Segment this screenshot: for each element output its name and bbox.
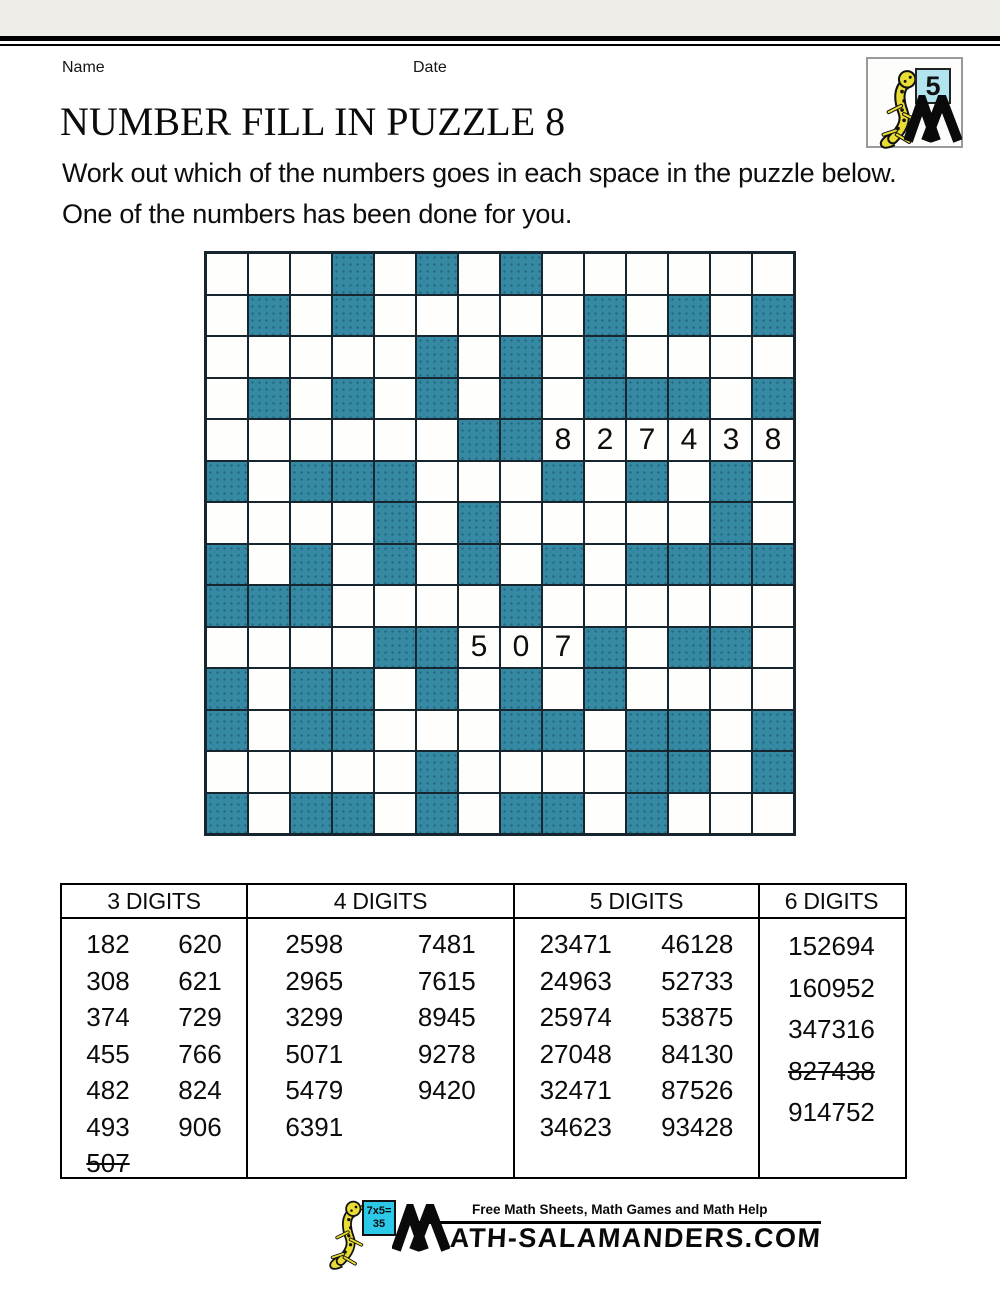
- grid-cell-blocked: [206, 544, 248, 586]
- grid-cell-blocked: [752, 378, 794, 420]
- number-sublist: [248, 926, 381, 1177]
- grid-cell-empty[interactable]: [542, 585, 584, 627]
- grid-cell-empty[interactable]: [374, 710, 416, 752]
- grid-cell-blocked: [332, 793, 374, 835]
- grid-cell-empty[interactable]: [248, 336, 290, 378]
- grid-cell-blocked: [206, 585, 248, 627]
- grid-cell-empty[interactable]: [542, 378, 584, 420]
- grid-cell-empty[interactable]: [584, 502, 626, 544]
- grid-cell-empty[interactable]: [584, 544, 626, 586]
- number-value: 52733: [661, 965, 734, 996]
- number-value: 621: [178, 965, 222, 996]
- grid-cell-blocked: [332, 710, 374, 752]
- grid-cell-empty[interactable]: [332, 544, 374, 586]
- grid-cell-prefilled[interactable]: 5: [458, 627, 500, 669]
- grid-cell-prefilled[interactable]: 8: [752, 419, 794, 461]
- grid-cell-empty[interactable]: [374, 295, 416, 337]
- number-value: 906: [178, 1111, 222, 1142]
- grid-cell-empty[interactable]: [206, 253, 248, 295]
- grid-cell-blocked: [290, 710, 332, 752]
- grid-cell-empty[interactable]: [500, 751, 542, 793]
- grid-cell-empty[interactable]: [248, 502, 290, 544]
- number-value: 7481: [417, 929, 476, 959]
- grid-cell-empty[interactable]: [710, 585, 752, 627]
- grid-cell-blocked: [416, 793, 458, 835]
- number-table-column: [760, 919, 903, 1177]
- grid-cell-prefilled[interactable]: 7: [626, 419, 668, 461]
- grid-cell-blocked: [668, 544, 710, 586]
- grid-cell-empty[interactable]: [290, 419, 332, 461]
- grid-cell-empty[interactable]: [290, 627, 332, 669]
- grid-cell-empty[interactable]: [626, 295, 668, 337]
- grid-cell-empty[interactable]: [668, 336, 710, 378]
- grid-cell-empty[interactable]: [626, 668, 668, 710]
- grid-cell-empty[interactable]: [416, 502, 458, 544]
- grid-cell-blocked: [584, 378, 626, 420]
- puzzle-grid: [204, 251, 796, 836]
- header-rule-thin: [0, 44, 1000, 46]
- grid-cell-blocked: [626, 793, 668, 835]
- footer-salamander-group: [322, 1196, 398, 1266]
- number-table-column: [248, 919, 515, 1177]
- grid-cell-blocked: [500, 253, 542, 295]
- footer-text-block: [392, 1196, 821, 1254]
- grid-cell-empty[interactable]: [458, 253, 500, 295]
- grid-cell-empty[interactable]: [374, 751, 416, 793]
- grid-cell-blocked: [752, 295, 794, 337]
- grid-cell-empty[interactable]: [584, 585, 626, 627]
- number-value: 914752: [788, 1097, 875, 1127]
- grid-cell-blocked: [710, 544, 752, 586]
- grid-cell-empty[interactable]: [668, 253, 710, 295]
- number-value: 84130: [661, 1038, 734, 1069]
- grid-cell-empty[interactable]: [416, 544, 458, 586]
- grid-cell-empty[interactable]: [332, 627, 374, 669]
- grid-cell-blocked: [206, 461, 248, 503]
- number-value: 620: [178, 929, 222, 959]
- grid-cell-blocked: [290, 544, 332, 586]
- grid-cell-empty[interactable]: [668, 461, 710, 503]
- grid-cell-empty[interactable]: [416, 295, 458, 337]
- number-table-column-header: 5 DIGITS: [515, 885, 760, 917]
- number-value: 824: [178, 1075, 222, 1105]
- grid-cell-blocked: [332, 668, 374, 710]
- number-sublist: [154, 926, 246, 1177]
- grid-cell-blocked: [500, 710, 542, 752]
- grid-cell-empty[interactable]: [542, 668, 584, 710]
- grid-cell-empty[interactable]: [542, 336, 584, 378]
- grid-cell-empty[interactable]: [248, 419, 290, 461]
- grid-cell-empty[interactable]: [332, 336, 374, 378]
- grid-cell-empty[interactable]: [668, 793, 710, 835]
- grid-cell-empty[interactable]: [290, 502, 332, 544]
- number-table-header: [62, 885, 905, 919]
- grid-cell-empty[interactable]: [206, 295, 248, 337]
- grid-cell-blocked: [626, 461, 668, 503]
- grid-cell-blocked: [458, 419, 500, 461]
- grid-cell-blocked: [248, 378, 290, 420]
- grid-cell-blocked: [206, 793, 248, 835]
- grid-cell-blocked: [332, 253, 374, 295]
- grid-cell-empty[interactable]: [332, 751, 374, 793]
- grid-cell-blocked: [710, 627, 752, 669]
- number-value: 25974: [539, 1002, 612, 1032]
- grid-cell-empty[interactable]: [668, 502, 710, 544]
- grid-cell-blocked: [710, 461, 752, 503]
- grid-cell-empty[interactable]: [542, 253, 584, 295]
- grid-cell-empty[interactable]: [206, 751, 248, 793]
- number-value: 308: [86, 965, 130, 996]
- instructions: [62, 153, 896, 235]
- grid-cell-prefilled[interactable]: 3: [710, 419, 752, 461]
- grid-cell-blocked: [500, 378, 542, 420]
- footer-logo: [322, 1196, 821, 1266]
- grid-cell-blocked: [332, 378, 374, 420]
- grid-cell-blocked: [374, 461, 416, 503]
- grid-cell-blocked: [500, 793, 542, 835]
- number-table-column-header: 6 DIGITS: [784, 887, 879, 914]
- grid-cell-empty[interactable]: [584, 751, 626, 793]
- grid-cell-empty[interactable]: [290, 378, 332, 420]
- grid-cell-empty[interactable]: [248, 461, 290, 503]
- grid-cell-empty[interactable]: [206, 627, 248, 669]
- number-value: 5071: [285, 1038, 344, 1069]
- grid-cell-empty[interactable]: [584, 793, 626, 835]
- number-value: 5479: [285, 1075, 344, 1105]
- chalkboard-line-1: 7x5=: [366, 1205, 392, 1217]
- grid-cell-blocked: [668, 751, 710, 793]
- grid-cell-empty[interactable]: [626, 502, 668, 544]
- grid-cell-empty[interactable]: [458, 710, 500, 752]
- grid-cell-blocked: [710, 502, 752, 544]
- number-value: 46128: [661, 929, 734, 959]
- number-value: 182: [86, 929, 130, 959]
- grid-cell-blocked: [584, 295, 626, 337]
- grid-cell-empty[interactable]: [542, 751, 584, 793]
- grid-cell-empty[interactable]: [290, 751, 332, 793]
- grid-cell-prefilled[interactable]: 0: [500, 627, 542, 669]
- number-table: [60, 883, 907, 1179]
- grid-cell-blocked: [584, 336, 626, 378]
- number-sublist: [637, 926, 759, 1177]
- number-value: 7615: [417, 965, 476, 996]
- footer-wordmark-row: [392, 1218, 821, 1254]
- grid-cell-empty[interactable]: [206, 502, 248, 544]
- grid-cell-prefilled[interactable]: 7: [542, 627, 584, 669]
- grid-cell-empty[interactable]: [500, 502, 542, 544]
- grid-cell-prefilled[interactable]: 4: [668, 419, 710, 461]
- number-value: 482: [86, 1075, 130, 1105]
- grid-cell-blocked: [290, 793, 332, 835]
- grid-cell-blocked: [374, 502, 416, 544]
- grid-cell-blocked: [290, 668, 332, 710]
- grid-cell-prefilled[interactable]: 8: [542, 419, 584, 461]
- grid-cell-empty[interactable]: [710, 336, 752, 378]
- number-value: 2598: [285, 929, 344, 959]
- grid-cell-blocked: [374, 627, 416, 669]
- number-value: 9278: [417, 1038, 476, 1069]
- grid-cell-blocked: [290, 585, 332, 627]
- grid-cell-empty[interactable]: [584, 461, 626, 503]
- grid-cell-empty[interactable]: [752, 793, 794, 835]
- grid-cell-empty[interactable]: [710, 253, 752, 295]
- grid-cell-empty[interactable]: [248, 793, 290, 835]
- grid-cell-blocked: [542, 710, 584, 752]
- grid-cell-empty[interactable]: [710, 668, 752, 710]
- grid-cell-empty[interactable]: [374, 668, 416, 710]
- grid-cell-empty[interactable]: [290, 336, 332, 378]
- number-table-column: [62, 919, 248, 1177]
- grid-cell-empty[interactable]: [374, 793, 416, 835]
- number-sublist: [62, 926, 154, 1177]
- grid-cell-empty[interactable]: [626, 253, 668, 295]
- number-table-column-header: 4 DIGITS: [248, 885, 515, 917]
- number-value: 27048: [539, 1038, 612, 1069]
- grid-cell-blocked: [500, 585, 542, 627]
- grid-cell-blocked: [584, 627, 626, 669]
- grid-cell-blocked: [458, 544, 500, 586]
- number-value: 374: [86, 1002, 130, 1032]
- grid-cell-blocked: [752, 544, 794, 586]
- name-label: Name: [62, 59, 105, 76]
- grid-cell-blocked: [626, 751, 668, 793]
- grid-cell-empty[interactable]: [206, 419, 248, 461]
- grid-cell-blocked: [416, 751, 458, 793]
- instructions-line-1: Work out which of the numbers goes in each space in the puzzle below.: [62, 158, 897, 188]
- number-value: 9420: [417, 1075, 476, 1105]
- grid-cell-blocked: [626, 544, 668, 586]
- grid-cell-empty[interactable]: [458, 295, 500, 337]
- grid-cell-empty[interactable]: [752, 668, 794, 710]
- grid-cell-empty[interactable]: [332, 419, 374, 461]
- grid-cell-empty[interactable]: [752, 461, 794, 503]
- grid-cell-empty[interactable]: [668, 585, 710, 627]
- number-value: 34623: [539, 1111, 612, 1142]
- number-value: 87526: [661, 1075, 734, 1105]
- grid-cell-empty[interactable]: [458, 461, 500, 503]
- grid-cell-empty[interactable]: [500, 461, 542, 503]
- number-value: 160952: [788, 972, 875, 1003]
- grid-cell-empty[interactable]: [752, 502, 794, 544]
- grid-cell-prefilled[interactable]: 2: [584, 419, 626, 461]
- grid-cell-blocked: [542, 793, 584, 835]
- grid-cell-empty[interactable]: [752, 336, 794, 378]
- grid-cell-blocked: [416, 627, 458, 669]
- grid-cell-empty[interactable]: [248, 627, 290, 669]
- grid-cell-blocked: [500, 668, 542, 710]
- grid-cell-blocked: [374, 544, 416, 586]
- number-value: 32471: [539, 1075, 612, 1105]
- page-title: NUMBER FILL IN PUZZLE 8: [60, 99, 566, 144]
- header-rule-thick: [0, 36, 1000, 41]
- grid-cell-empty[interactable]: [374, 585, 416, 627]
- m-logo-icon: [904, 95, 962, 145]
- grid-cell-blocked: [416, 336, 458, 378]
- grid-cell-empty[interactable]: [458, 793, 500, 835]
- number-table-column: [515, 919, 760, 1177]
- grid-cell-empty[interactable]: [710, 295, 752, 337]
- grid-cell-blocked: [206, 710, 248, 752]
- footer-wordmark: ATH-SALAMANDERS.COM: [449, 1223, 823, 1253]
- m-logo-icon: [392, 1204, 450, 1254]
- grid-cell-empty[interactable]: [458, 668, 500, 710]
- grid-cell-blocked: [542, 461, 584, 503]
- number-table-column-header: 3 DIGITS: [62, 885, 248, 917]
- grid-cell-blocked: [416, 668, 458, 710]
- grid-cell-empty[interactable]: [752, 585, 794, 627]
- number-value: 3299: [285, 1002, 344, 1032]
- grid-cell-blocked: [542, 544, 584, 586]
- grid-cell-empty[interactable]: [374, 378, 416, 420]
- grid-cell-empty[interactable]: [710, 751, 752, 793]
- grid-cell-empty[interactable]: [248, 253, 290, 295]
- grid-cell-empty[interactable]: [416, 710, 458, 752]
- grid-cell-blocked: [584, 668, 626, 710]
- grid-cell-empty[interactable]: [626, 336, 668, 378]
- number-value: 24963: [539, 965, 612, 996]
- grid-cell-blocked: [668, 295, 710, 337]
- number-table-body: [62, 919, 905, 1177]
- grid-cell-empty[interactable]: [752, 253, 794, 295]
- grid-cell-blocked: [668, 378, 710, 420]
- number-value: 729: [178, 1002, 222, 1032]
- grid-cell-blocked: [626, 378, 668, 420]
- grid-cell-blocked: [416, 253, 458, 295]
- badge-number: 5: [925, 70, 941, 101]
- grid-cell-empty[interactable]: [248, 710, 290, 752]
- number-value: 455: [86, 1038, 130, 1069]
- grid-cell-empty[interactable]: [668, 668, 710, 710]
- grid-cell-blocked: [752, 710, 794, 752]
- grid-cell-empty[interactable]: [374, 253, 416, 295]
- number-value: 766: [178, 1038, 222, 1069]
- number-value: 23471: [539, 929, 612, 959]
- grid-cell-empty[interactable]: [710, 793, 752, 835]
- grid-cell-blocked: [248, 585, 290, 627]
- grid-cell-empty[interactable]: [458, 378, 500, 420]
- page-top-band: [0, 0, 1000, 36]
- grid-cell-empty[interactable]: [248, 751, 290, 793]
- grid-cell-empty[interactable]: [584, 710, 626, 752]
- grid-cell-empty[interactable]: [626, 585, 668, 627]
- date-label: Date: [413, 59, 447, 76]
- grid-cell-empty[interactable]: [710, 378, 752, 420]
- number-sublist: [760, 926, 903, 1177]
- number-value: 493: [86, 1111, 130, 1142]
- grid-cell-empty[interactable]: [542, 295, 584, 337]
- grid-cell-blocked: [458, 502, 500, 544]
- grid-cell-blocked: [290, 461, 332, 503]
- number-value: 8945: [417, 1002, 476, 1032]
- number-value: 2965: [285, 965, 344, 996]
- grid-cell-empty[interactable]: [584, 253, 626, 295]
- grid-cell-blocked: [248, 295, 290, 337]
- grid-cell-empty[interactable]: [542, 502, 584, 544]
- grid-cell-empty[interactable]: [500, 295, 542, 337]
- math-salamanders-badge: [866, 57, 963, 148]
- grid-cell-empty[interactable]: [458, 751, 500, 793]
- grid-cell-blocked: [332, 461, 374, 503]
- grid-cell-empty[interactable]: [458, 336, 500, 378]
- number-value: 93428: [661, 1111, 734, 1142]
- number-sublist: [381, 926, 514, 1177]
- grid-cell-blocked: [668, 627, 710, 669]
- grid-cell-empty[interactable]: [248, 544, 290, 586]
- grid-cell-empty[interactable]: [374, 419, 416, 461]
- footer-tagline: Free Math Sheets, Math Games and Math Help: [471, 1202, 768, 1217]
- grid-cell-empty[interactable]: [332, 585, 374, 627]
- grid-cell-blocked: [752, 751, 794, 793]
- grid-cell-empty[interactable]: [416, 419, 458, 461]
- chalkboard-line-2: 35: [372, 1218, 386, 1230]
- number-value: 347316: [788, 1014, 875, 1044]
- grid-cell-empty[interactable]: [416, 585, 458, 627]
- grid-cell-blocked: [626, 710, 668, 752]
- grid-cell-empty[interactable]: [206, 336, 248, 378]
- instructions-line-2: One of the numbers has been done for you.: [62, 199, 573, 229]
- grid-cell-empty[interactable]: [206, 378, 248, 420]
- number-value: 152694: [788, 931, 875, 961]
- grid-cell-empty[interactable]: [374, 336, 416, 378]
- grid-cell-blocked: [332, 295, 374, 337]
- grid-cell-blocked: [206, 668, 248, 710]
- grid-cell-empty[interactable]: [248, 668, 290, 710]
- grid-cell-empty[interactable]: [290, 253, 332, 295]
- number-value: 6391: [285, 1111, 344, 1142]
- grid-cell-empty[interactable]: [500, 544, 542, 586]
- grid-cell-empty[interactable]: [752, 627, 794, 669]
- grid-cell-blocked: [500, 419, 542, 461]
- grid-cell-blocked: [500, 336, 542, 378]
- grid-cell-empty[interactable]: [332, 502, 374, 544]
- grid-cell-empty[interactable]: [626, 627, 668, 669]
- grid-cell-empty[interactable]: [458, 585, 500, 627]
- footer-chalkboard: [362, 1200, 396, 1236]
- number-value-crossed-out: 827438: [788, 1055, 875, 1086]
- grid-cell-blocked: [416, 378, 458, 420]
- grid-cell-blocked: [668, 710, 710, 752]
- number-value: 53875: [661, 1002, 734, 1032]
- number-sublist: [515, 926, 637, 1177]
- grid-cell-empty[interactable]: [290, 295, 332, 337]
- number-value-crossed-out: 507: [86, 1148, 130, 1178]
- grid-cell-empty[interactable]: [416, 461, 458, 503]
- grid-cell-empty[interactable]: [710, 710, 752, 752]
